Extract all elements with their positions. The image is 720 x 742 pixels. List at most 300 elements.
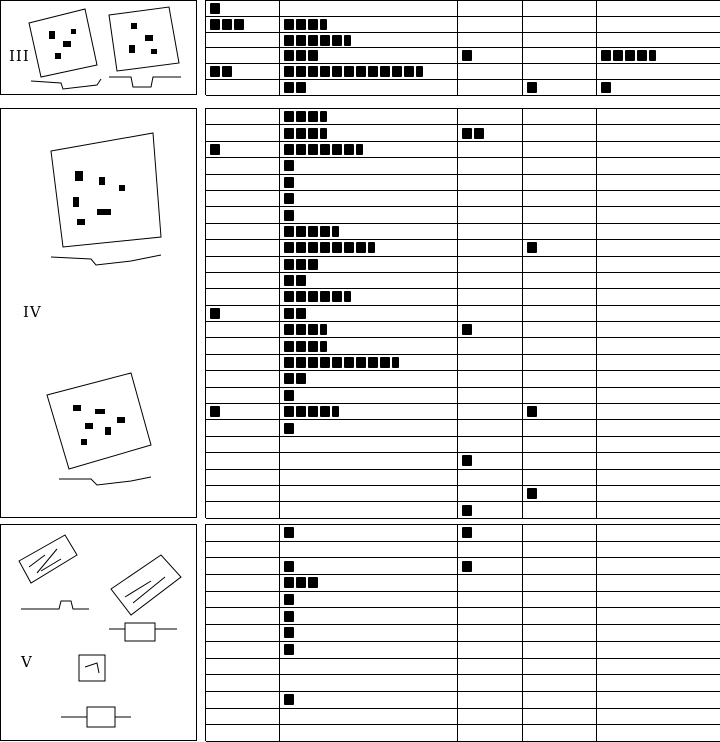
- table-cell: [458, 109, 524, 124]
- table-cell: [280, 388, 458, 403]
- redacted-text: [601, 82, 611, 93]
- table-cell: [458, 608, 524, 624]
- redacted-text: [284, 308, 306, 319]
- sketch-drawings-v: [1, 525, 196, 740]
- table-cell: [597, 437, 720, 452]
- table-cell: [523, 453, 597, 468]
- table-cell: [206, 486, 280, 501]
- redacted-text: [284, 627, 294, 638]
- table-cell: [206, 542, 280, 558]
- sketch-drawings-iii: [1, 1, 196, 94]
- table-cell: [523, 355, 597, 370]
- table-cell: [597, 575, 720, 591]
- table-row: [206, 437, 720, 453]
- table-cell: [597, 709, 720, 725]
- table-row: [206, 224, 720, 240]
- table-cell: [597, 17, 720, 32]
- table-cell: [206, 355, 280, 370]
- table-cell: [458, 725, 524, 741]
- redacted-text: [527, 488, 537, 499]
- table-cell: [523, 289, 597, 304]
- table-cell: [280, 725, 458, 741]
- table-cell: [206, 64, 280, 79]
- table-cell: [280, 158, 458, 173]
- table-cell: [458, 437, 524, 452]
- table-cell: [280, 692, 458, 708]
- table-cell: [280, 338, 458, 353]
- sketch-panel-v: [0, 524, 197, 741]
- table-cell: [523, 420, 597, 435]
- table-cell: [206, 470, 280, 485]
- table-section-v: [205, 524, 720, 741]
- table-cell: [458, 558, 524, 574]
- table-cell: [206, 558, 280, 574]
- table-cell: [523, 338, 597, 353]
- table-cell: [280, 80, 458, 95]
- table-cell: [597, 420, 720, 435]
- table-cell: [597, 80, 720, 95]
- table-row: [206, 542, 720, 559]
- table-cell: [458, 175, 524, 190]
- table-cell: [523, 502, 597, 517]
- table-cell: [597, 371, 720, 386]
- redacted-text: [284, 527, 294, 538]
- table-cell: [523, 1, 597, 16]
- redacted-text: [284, 35, 351, 46]
- table-cell: [597, 257, 720, 272]
- table-cell: [280, 525, 458, 541]
- table-cell: [458, 48, 524, 63]
- table-cell: [280, 240, 458, 255]
- table-cell: [206, 420, 280, 435]
- table-cell: [458, 502, 524, 517]
- table-row: [206, 486, 720, 502]
- table-row: [206, 608, 720, 625]
- table-cell: [597, 289, 720, 304]
- table-row: [206, 17, 720, 33]
- table-cell: [206, 224, 280, 239]
- table-cell: [458, 207, 524, 222]
- table-cell: [280, 625, 458, 641]
- table-row: [206, 420, 720, 436]
- table-cell: [597, 642, 720, 658]
- table-cell: [458, 191, 524, 206]
- table-cell: [280, 109, 458, 124]
- table-row: [206, 355, 720, 371]
- table-row: [206, 592, 720, 609]
- table-cell: [280, 142, 458, 157]
- redacted-text: [284, 82, 306, 93]
- table-cell: [523, 191, 597, 206]
- table-cell: [523, 558, 597, 574]
- table-cell: [523, 306, 597, 321]
- redacted-text: [284, 193, 294, 204]
- table-cell: [280, 273, 458, 288]
- table-cell: [597, 592, 720, 608]
- table-cell: [280, 470, 458, 485]
- table-row: [206, 33, 720, 49]
- table-cell: [206, 575, 280, 591]
- table-cell: [280, 542, 458, 558]
- table-cell: [523, 388, 597, 403]
- table-row: [206, 388, 720, 404]
- redacted-text: [527, 406, 537, 417]
- table-cell: [280, 306, 458, 321]
- table-cell: [523, 692, 597, 708]
- redacted-text: [527, 242, 537, 253]
- table-cell: [523, 371, 597, 386]
- table-cell: [597, 207, 720, 222]
- table-cell: [523, 542, 597, 558]
- table-cell: [458, 338, 524, 353]
- redacted-text: [462, 128, 484, 139]
- redacted-text: [284, 561, 294, 572]
- redacted-text: [284, 644, 294, 655]
- table-cell: [523, 525, 597, 541]
- table-cell: [597, 453, 720, 468]
- redacted-text: [284, 423, 294, 434]
- redacted-text: [284, 390, 294, 401]
- table-cell: [280, 48, 458, 63]
- table-cell: [597, 48, 720, 63]
- redacted-text: [284, 19, 327, 30]
- table-cell: [206, 692, 280, 708]
- table-row: [206, 125, 720, 141]
- table-cell: [458, 257, 524, 272]
- table-cell: [458, 388, 524, 403]
- table-cell: [597, 64, 720, 79]
- table-cell: [597, 125, 720, 140]
- table-cell: [597, 175, 720, 190]
- table-cell: [206, 306, 280, 321]
- table-cell: [280, 289, 458, 304]
- redacted-text: [210, 66, 232, 77]
- table-cell: [206, 257, 280, 272]
- floor-plan-sketch: [47, 373, 151, 469]
- table-cell: [523, 322, 597, 337]
- table-cell: [523, 625, 597, 641]
- table-cell: [597, 502, 720, 517]
- table-row: [206, 158, 720, 174]
- table-cell: [206, 240, 280, 255]
- table-cell: [458, 240, 524, 255]
- table-cell: [280, 659, 458, 675]
- table-cell: [523, 273, 597, 288]
- table-cell: [458, 371, 524, 386]
- table-cell: [206, 338, 280, 353]
- table-cell: [280, 502, 458, 517]
- table-cell: [458, 289, 524, 304]
- table-cell: [523, 486, 597, 501]
- table-row: [206, 642, 720, 659]
- table-cell: [280, 675, 458, 691]
- table-cell: [523, 80, 597, 95]
- table-cell: [597, 240, 720, 255]
- table-cell: [597, 273, 720, 288]
- sketch-panel-iii: [0, 0, 197, 95]
- redacted-text: [462, 527, 472, 538]
- redacted-text: [462, 324, 472, 335]
- table-cell: [597, 388, 720, 403]
- table-row: [206, 322, 720, 338]
- table-cell: [206, 109, 280, 124]
- table-cell: [523, 109, 597, 124]
- table-cell: [280, 558, 458, 574]
- redacted-text: [284, 226, 339, 237]
- table-cell: [280, 224, 458, 239]
- redacted-text: [284, 242, 375, 253]
- table-cell: [206, 33, 280, 48]
- table-cell: [458, 692, 524, 708]
- redacted-text: [284, 128, 327, 139]
- table-cell: [206, 191, 280, 206]
- table-cell: [597, 625, 720, 641]
- table-cell: [280, 608, 458, 624]
- table-row: [206, 709, 720, 726]
- table-cell: [523, 608, 597, 624]
- table-cell: [206, 273, 280, 288]
- table-cell: [280, 486, 458, 501]
- redacted-text: [284, 177, 294, 188]
- table-cell: [280, 575, 458, 591]
- table-cell: [206, 659, 280, 675]
- table-cell: [458, 575, 524, 591]
- table-cell: [597, 525, 720, 541]
- table-cell: [280, 371, 458, 386]
- redacted-text: [462, 505, 472, 516]
- redacted-text: [284, 111, 327, 122]
- table-cell: [597, 608, 720, 624]
- redacted-text: [527, 82, 537, 93]
- table-cell: [523, 125, 597, 140]
- table-cell: [523, 240, 597, 255]
- redacted-text: [462, 455, 472, 466]
- table-cell: [597, 558, 720, 574]
- table-row: [206, 502, 720, 518]
- redacted-text: [284, 144, 363, 155]
- table-cell: [280, 592, 458, 608]
- table-cell: [597, 355, 720, 370]
- table-row: [206, 306, 720, 322]
- table-row: [206, 142, 720, 158]
- table-row: [206, 175, 720, 191]
- table-row: [206, 48, 720, 64]
- table-cell: [280, 125, 458, 140]
- table-row: [206, 371, 720, 387]
- table-cell: [458, 306, 524, 321]
- redacted-text: [284, 594, 294, 605]
- redacted-text: [284, 373, 306, 384]
- table-cell: [523, 158, 597, 173]
- sketch-panel-iv: [0, 108, 197, 518]
- table-cell: [206, 592, 280, 608]
- redacted-text: [210, 144, 220, 155]
- table-cell: [458, 625, 524, 641]
- table-cell: [206, 1, 280, 16]
- table-row: [206, 207, 720, 223]
- table-cell: [206, 48, 280, 63]
- table-cell: [597, 142, 720, 157]
- table-cell: [280, 175, 458, 190]
- table-row: [206, 64, 720, 80]
- redacted-text: [284, 357, 399, 368]
- redacted-text: [601, 50, 656, 61]
- redacted-text: [284, 324, 327, 335]
- table-cell: [280, 404, 458, 419]
- redacted-text: [284, 694, 294, 705]
- table-section-iii: [205, 0, 720, 95]
- table-cell: [280, 642, 458, 658]
- redacted-text: [284, 50, 318, 61]
- table-row: [206, 338, 720, 354]
- redacted-text: [284, 66, 423, 77]
- table-cell: [597, 692, 720, 708]
- table-row: [206, 273, 720, 289]
- table-cell: [280, 322, 458, 337]
- floor-plan-sketch: [51, 133, 161, 247]
- table-cell: [523, 48, 597, 63]
- table-row: [206, 575, 720, 592]
- table-cell: [597, 33, 720, 48]
- table-cell: [458, 33, 524, 48]
- table-cell: [458, 158, 524, 173]
- table-cell: [523, 709, 597, 725]
- table-row: [206, 289, 720, 305]
- table-cell: [458, 404, 524, 419]
- table-row: [206, 240, 720, 256]
- table-cell: [458, 675, 524, 691]
- table-cell: [523, 642, 597, 658]
- table-cell: [458, 592, 524, 608]
- redacted-text: [462, 50, 472, 61]
- table-cell: [458, 542, 524, 558]
- table-cell: [206, 207, 280, 222]
- table-row: [206, 725, 720, 742]
- table-row: [206, 558, 720, 575]
- table-cell: [597, 675, 720, 691]
- table-cell: [206, 525, 280, 541]
- table-row: [206, 404, 720, 420]
- table-cell: [206, 502, 280, 517]
- table-cell: [597, 158, 720, 173]
- redacted-text: [284, 341, 327, 352]
- table-cell: [280, 453, 458, 468]
- table-cell: [458, 273, 524, 288]
- table-cell: [523, 64, 597, 79]
- table-cell: [458, 709, 524, 725]
- table-cell: [597, 306, 720, 321]
- redacted-text: [284, 160, 294, 171]
- table-row: [206, 191, 720, 207]
- table-cell: [280, 355, 458, 370]
- redacted-text: [210, 406, 220, 417]
- table-section-iv: [205, 108, 720, 518]
- table-cell: [280, 33, 458, 48]
- table-cell: [597, 404, 720, 419]
- section-numeral-iii: III: [9, 47, 30, 65]
- table-cell: [206, 709, 280, 725]
- section-numeral-v: V: [21, 653, 33, 671]
- artifact-sketch: [19, 535, 77, 583]
- table-cell: [206, 725, 280, 741]
- table-cell: [523, 592, 597, 608]
- table-cell: [280, 191, 458, 206]
- table-cell: [458, 420, 524, 435]
- table-cell: [206, 175, 280, 190]
- table-cell: [458, 355, 524, 370]
- table-cell: [206, 371, 280, 386]
- table-cell: [597, 725, 720, 741]
- table-cell: [206, 404, 280, 419]
- table-cell: [523, 224, 597, 239]
- table-cell: [206, 453, 280, 468]
- table-cell: [206, 142, 280, 157]
- table-cell: [597, 470, 720, 485]
- table-cell: [523, 17, 597, 32]
- table-cell: [597, 659, 720, 675]
- table-cell: [458, 17, 524, 32]
- redacted-text: [284, 611, 294, 622]
- table-cell: [206, 80, 280, 95]
- table-row: [206, 692, 720, 709]
- table-cell: [458, 525, 524, 541]
- redacted-text: [284, 291, 351, 302]
- table-row: [206, 80, 720, 96]
- table-cell: [597, 224, 720, 239]
- table-row: [206, 470, 720, 486]
- table-cell: [206, 625, 280, 641]
- table-cell: [458, 486, 524, 501]
- section-numeral-iv: IV: [23, 303, 42, 321]
- table-cell: [206, 608, 280, 624]
- table-cell: [206, 125, 280, 140]
- redacted-text: [284, 210, 294, 221]
- table-cell: [597, 338, 720, 353]
- table-cell: [523, 175, 597, 190]
- table-cell: [206, 17, 280, 32]
- table-cell: [280, 17, 458, 32]
- table-cell: [458, 659, 524, 675]
- table-cell: [523, 470, 597, 485]
- artifact-sketch: [111, 555, 181, 615]
- redacted-text: [284, 577, 318, 588]
- table-row: [206, 625, 720, 642]
- redacted-text: [210, 3, 220, 14]
- floor-plan-sketch: [109, 7, 179, 71]
- table-cell: [206, 388, 280, 403]
- table-row: [206, 1, 720, 17]
- table-cell: [523, 659, 597, 675]
- redacted-text: [284, 406, 339, 417]
- table-cell: [597, 1, 720, 16]
- table-cell: [280, 257, 458, 272]
- table-cell: [597, 191, 720, 206]
- table-cell: [280, 207, 458, 222]
- redacted-text: [210, 308, 220, 319]
- table-cell: [523, 437, 597, 452]
- table-cell: [206, 158, 280, 173]
- table-cell: [458, 470, 524, 485]
- table-cell: [206, 675, 280, 691]
- table-cell: [523, 142, 597, 157]
- table-row: [206, 257, 720, 273]
- table-cell: [458, 142, 524, 157]
- table-cell: [206, 642, 280, 658]
- table-cell: [458, 642, 524, 658]
- table-cell: [280, 709, 458, 725]
- table-cell: [458, 453, 524, 468]
- redacted-text: [284, 275, 306, 286]
